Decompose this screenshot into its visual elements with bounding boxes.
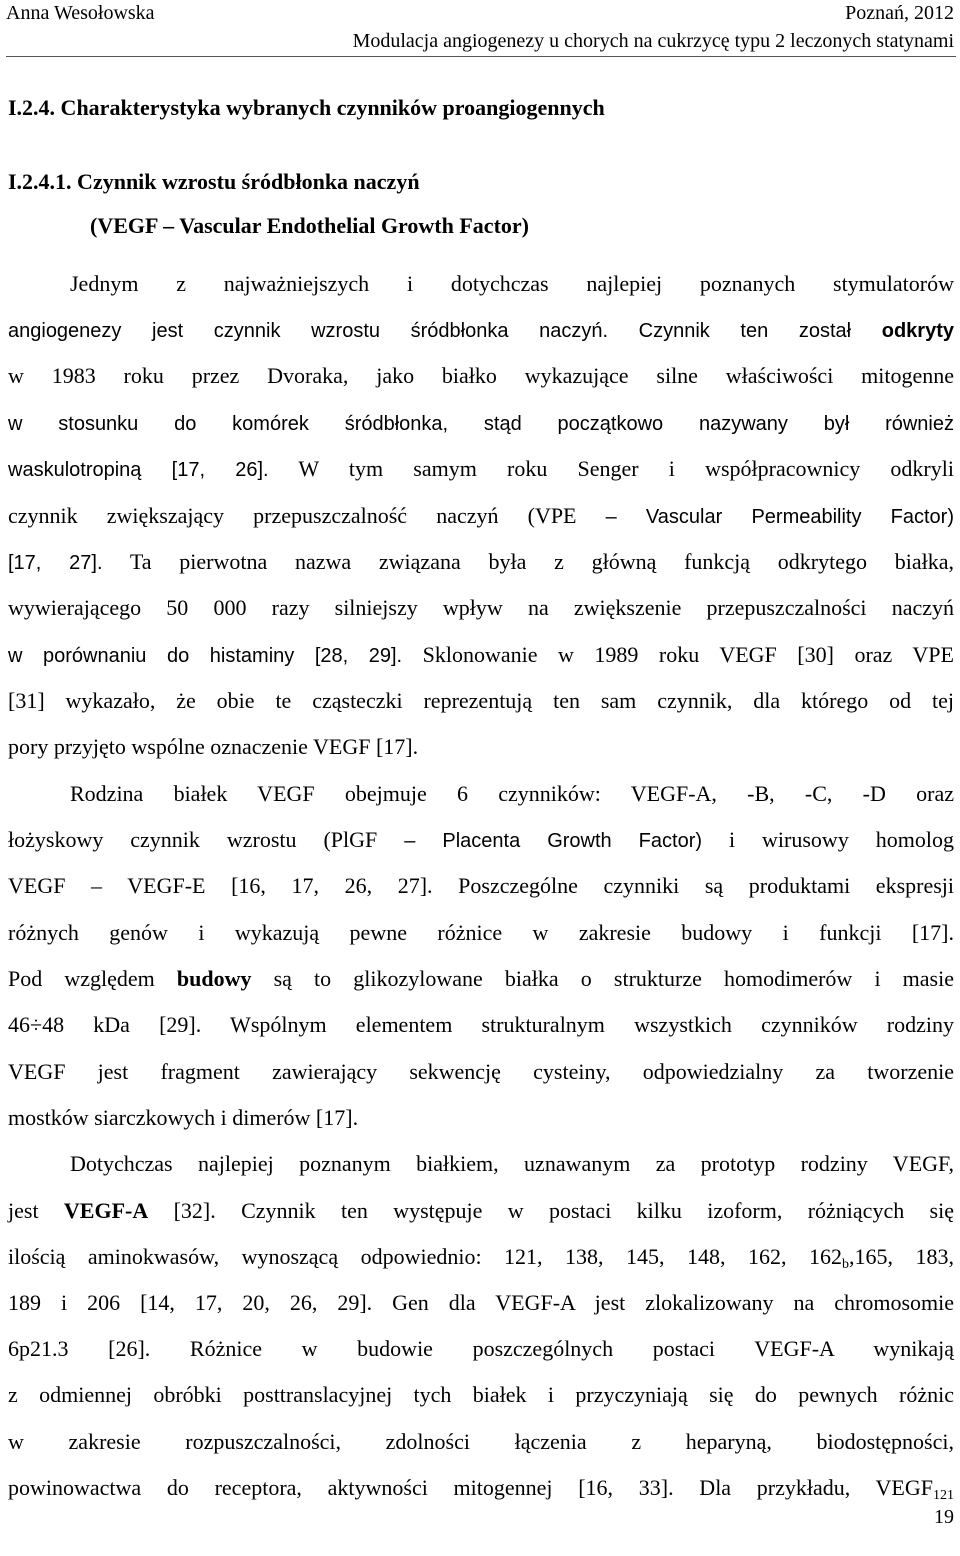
text-line: różnych genów i wykazują pewne różnice w zakresie budowy i funkcji [17]. [8,920,954,945]
text-line: czynnik zwiększający przepuszczalność naczyń (VPE ‒ Vascular Permeability Factor) [8,503,954,528]
text-line: [17, 27]. Ta pierwotna nazwa związana była z główną funkcją odkrytego białka, [8,549,954,574]
text-line: w zakresie rozpuszczalności, zdolności łączenia z heparyną, biodostępności, [8,1429,954,1454]
text-line: w stosunku do komórek śródbłonka, stąd początkowo nazywany był również [8,413,954,435]
emphasis: odkryty [881,320,954,342]
text-line: wywierającego 50 000 razy silniejszy wpływ na zwiększenie przepuszczalności naczyń [8,595,954,620]
text-line: Dotychczas najlepiej poznanym białkiem, uznawanym za prototyp rodziny VEGF, [70,1151,954,1176]
text-line: 6p21.3 [26]. Różnice w budowie poszczególnych postaci VEGF-A wynikają [8,1336,954,1361]
text-line: mostków siarczkowych i dimerów [17]. [8,1105,359,1130]
text-line: z odmiennej obróbki posttranslacyjnej tych białek i przyczyniają się do pewnych różnic [8,1382,954,1407]
subscript: b [842,1257,850,1272]
emphasis: budowy [176,966,252,991]
text-line: VEGF ‒ VEGF-E [16, 17, 26, 27]. Poszczególne czynniki są produktami ekspresji [8,873,955,898]
text-line: Pod względem budowy są to glikozylowane białka o strukturze homodimerów i masie [8,966,954,991]
text-line: ilością aminokwasów, wynoszącą odpowiednio: 121, 138, 145, 148, 162, $162_b,165$, 183, [8,1244,955,1272]
text-line: [31] wykazało, że obie te cząsteczki reprezentują ten sam czynnik, dla którego od tej [8,688,954,713]
text-line: 189 i 206 [14, 17, 20, 26, 29]. Gen dla VEGF-A jest zlokalizowany na chromosomie [8,1290,954,1315]
subsection-heading: I.2.4.1. Czynnik wzrostu śródbłonka naczyń [8,169,420,194]
text-line: powinowactwa do receptora, aktywności mitogennej [16, 33]. Dla przykładu, $VEGF_{121}$ [8,1475,954,1503]
text-line: w porównaniu do histaminy [28, 29]. Sklonowanie w 1989 roku VEGF [30] oraz VPE [8,642,954,667]
text-line: łożyskowy czynnik wzrostu (PlGF ‒ Placenta Growth Factor) i wirusowy homolog [8,827,954,852]
header-author: Anna Wesołowska [6,2,155,24]
header-title: Modulacja angiogenezy u chorych na cukrzycę typu 2 leczonych statynami [352,30,954,52]
header-rule [6,56,956,57]
page-number: 19 [934,1506,954,1528]
text-line: angiogenezy jest czynnik wzrostu śródbłonka naczyń. Czynnik ten został odkryty [8,320,954,342]
header-place-year: Poznań, 2012 [845,2,954,24]
text-line: jest VEGF-A [32]. Czynnik ten występuje w postaci kilku izoform, różniących się [8,1198,954,1223]
text-line: Rodzina białek VEGF obejmuje 6 czynników: VEGF-A, -B, -C, -D oraz [70,781,954,806]
text-line: 46÷48 kDa [29]. Wspólnym elementem strukturalnym wszystkich czynników rodziny [8,1012,954,1037]
section-heading: I.2.4. Charakterystyka wybranych czynników proangiogennych [8,95,605,120]
text-line: VEGF jest fragment zawierający sekwencję cysteiny, odpowiedzialny za tworzenie [8,1059,954,1084]
text-line: w 1983 roku przez Dvoraka, jako białko wykazujące silne właściwości mitogenne [8,363,954,388]
emphasis: VEGF-A [63,1198,149,1223]
text-line: waskulotropiną [17, 26]. W tym samym roku Senger i współpracownicy odkryli [8,456,954,481]
text-line: Jednym z najważniejszych i dotychczas najlepiej poznanych stymulatorów [70,271,954,296]
text-line: pory przyjęto wspólne oznaczenie VEGF [17]. [8,734,419,759]
subsection-heading-expansion: (VEGF ‒ Vascular Endothelial Growth Factor) [90,213,529,238]
subscript: 121 [933,1488,954,1503]
